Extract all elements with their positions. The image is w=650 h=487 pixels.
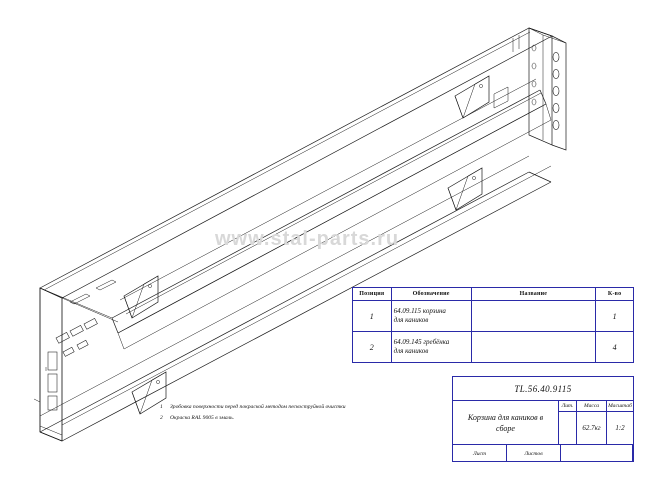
row-2-designation-line1: 64.09.145 гребёнка xyxy=(393,338,450,346)
note-item xyxy=(160,415,400,423)
title-block-name-line2: сборе xyxy=(496,423,515,433)
row-1-designation xyxy=(391,301,471,332)
footer-sheet: Лист xyxy=(453,445,507,462)
row-1-designation-line2: для каников xyxy=(393,316,429,324)
header-designation: Обозначение xyxy=(391,288,471,301)
header-quantity: К-во xyxy=(596,288,634,301)
parts-table xyxy=(352,287,634,363)
row-2-position: 2 xyxy=(353,332,392,363)
row-2-quantity: 4 xyxy=(596,332,634,363)
value-scale: 1:2 xyxy=(615,423,625,432)
title-block xyxy=(452,376,634,462)
value-mass: 62.7кг xyxy=(577,412,607,444)
row-2-name xyxy=(471,332,596,363)
title-block-name-line1: Корзина для каников в xyxy=(467,412,544,422)
header-scale: Масштаб xyxy=(608,402,632,409)
watermark-text: www.stal-parts.ru xyxy=(215,228,400,250)
table-row xyxy=(353,332,634,363)
row-1-name xyxy=(471,301,596,332)
header-mass: Масса xyxy=(577,401,607,411)
row-1-quantity: 1 xyxy=(596,301,634,332)
comb-bracket-4 xyxy=(455,76,489,118)
title-block-code-cell xyxy=(453,377,633,401)
channel-top-face xyxy=(40,28,552,298)
row-2-designation-line2: для каников xyxy=(393,347,429,355)
header-lit: Лит. xyxy=(559,401,577,411)
note-2-number: 2 xyxy=(160,414,163,421)
footer-extra xyxy=(561,445,633,462)
row-1-designation-line1: 64.09.115 корзина xyxy=(393,307,446,315)
note-1-number: 1 xyxy=(160,404,163,410)
note-2-text: Окраска RAL 9005 в эмаль. xyxy=(170,414,235,421)
drawing-notes xyxy=(160,404,400,425)
value-lit xyxy=(559,412,577,444)
title-block-code: TL.56.40.9115 xyxy=(514,383,572,394)
footer-sheets: Листов xyxy=(507,445,561,462)
channel-front-web xyxy=(40,288,62,441)
note-item xyxy=(160,404,400,412)
title-block-name-cell xyxy=(453,401,559,444)
note-1-text: Зробовка поверхности перед покраской методом пескоструйной очистки xyxy=(170,404,346,410)
title-block-name xyxy=(468,412,543,434)
comb-bracket-3 xyxy=(448,168,482,210)
header-name: Название xyxy=(471,288,596,301)
inner-rail-top xyxy=(112,90,540,318)
row-1-position: 1 xyxy=(353,301,392,332)
header-position: Позиция xyxy=(353,288,392,301)
parts-table-header-row xyxy=(353,288,634,301)
row-2-designation xyxy=(391,332,471,363)
table-row xyxy=(353,301,634,332)
